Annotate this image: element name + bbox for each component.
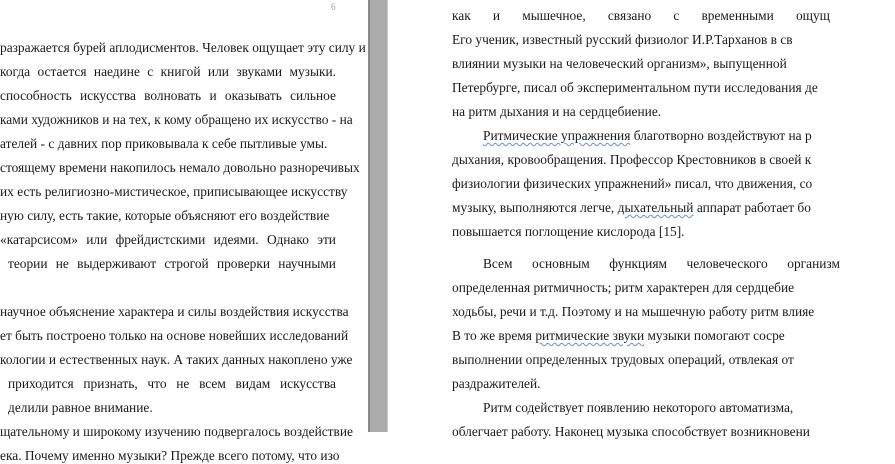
word: научными	[278, 256, 336, 271]
text-line: ет быть построено только на основе новейших исследований	[0, 328, 349, 343]
text-line: ками художников и на тех, к кому обращено их искусство - на	[0, 112, 353, 127]
word: выдерживают	[77, 256, 157, 271]
text-line: облегчает работу. Наконец музыка способствует возникновени	[452, 424, 810, 439]
word: книгой	[160, 64, 201, 79]
word: с	[147, 64, 154, 79]
text-line	[452, 8, 830, 24]
word: что	[147, 376, 167, 391]
text-line: ека. Почему именно музыки? Прежде всего потому, что изо	[0, 448, 340, 463]
word: видам	[235, 376, 271, 391]
text-line: их есть религиозно-мистическое, приписывающее искусству	[0, 184, 348, 199]
document-page-left	[0, 0, 368, 463]
text-line: делили равное внимание.	[8, 400, 153, 415]
word: способность	[0, 88, 72, 103]
word: основным	[531, 256, 590, 271]
text-line: ходьбы, речи и т.д. Поэтому и на мышечную работу ритм влияе	[452, 304, 815, 319]
text-line: на ритм дыхания и на сердцебиение.	[452, 104, 662, 119]
page-number: 6	[331, 2, 336, 12]
word: проверки	[216, 256, 271, 271]
text-line: разражается бурей аплодисментов. Человек ощущает эту силу и	[0, 40, 366, 55]
word: наедине	[93, 64, 140, 79]
word: связано	[607, 8, 652, 23]
text-line: выполнении определенных трудовых операций, отвлекая от	[452, 352, 794, 367]
word: или	[86, 232, 108, 247]
text-line	[0, 232, 336, 248]
word: признать,	[83, 376, 138, 391]
text-line	[0, 64, 336, 80]
text-line: дыхания, кровообращения. Профессор Крестовников в своей к	[452, 152, 812, 167]
word: строгой	[164, 256, 209, 271]
text-line: В то же время ритмические звуки музыки помогают сосре	[452, 328, 785, 343]
text-line: Его ученик, известный русский физиолог И.Р.Тарханов в св	[452, 32, 793, 47]
text-line	[0, 88, 336, 104]
word: Однако	[266, 232, 309, 247]
word: сильное	[290, 88, 336, 103]
word: фрейдистскими	[115, 232, 206, 247]
word: эти	[317, 232, 336, 247]
word: идеями.	[213, 232, 259, 247]
word: не	[55, 256, 69, 271]
word: музыки.	[289, 64, 336, 79]
word: как	[452, 8, 471, 23]
text-line	[483, 256, 840, 272]
text-line: кологии и естественных наук. А таких данных накоплено уже	[0, 352, 353, 367]
spellcheck-mark: дыхательный	[617, 200, 694, 215]
word: ощущ	[795, 8, 830, 23]
document-page-right	[388, 0, 840, 439]
text-line: стоящему времени накопилось немало довольно разноречивых	[0, 160, 360, 175]
word: волновать	[144, 88, 202, 103]
text-line	[8, 256, 336, 272]
word: звуками	[236, 64, 283, 79]
text-line: влиянии музыки на человеческий организм», выпущенной	[452, 56, 787, 71]
spellcheck-mark: ритмические звуки	[535, 328, 645, 343]
word: искусства	[279, 376, 336, 391]
text-line: раздражителей.	[452, 376, 541, 391]
word: мышечное,	[522, 8, 586, 23]
text-line: Петербурге, писал об экспериментальном пути исследования де	[452, 80, 818, 95]
gap-shadow	[368, 0, 370, 432]
spellcheck-mark: Ритмические упражнения	[483, 128, 631, 143]
word: теории	[8, 256, 48, 271]
word: функциям	[609, 256, 667, 271]
word: не	[176, 376, 190, 391]
word: оказывать	[224, 88, 282, 103]
word: организм	[787, 256, 840, 271]
text-line: Ритмические упражнения благотворно воздействуют на р	[483, 128, 812, 143]
word: и	[209, 88, 217, 103]
text-line: Ритм содействует появлению некоторого автоматизма,	[483, 400, 794, 415]
word: приходится	[8, 376, 74, 391]
word: когда	[0, 64, 31, 79]
word: всем	[199, 376, 226, 391]
text-line: научное объяснение характера и силы воздействия искусства	[0, 304, 349, 319]
word: «катарсисом»	[0, 232, 78, 247]
word: Всем	[483, 256, 513, 271]
text-line: повышается поглощение кислорода [15].	[452, 224, 685, 239]
page-gap	[368, 0, 388, 432]
text-line: музыку, выполняются легче, дыхательный аппарат работает бо	[452, 200, 811, 215]
word: человеческого	[686, 256, 768, 271]
text-line: щательному и широкому изучению подвергалось воздействие	[0, 424, 353, 439]
text-line: определенная ритмичность; ритм характерен для сердцебие	[452, 280, 795, 295]
word: остается	[37, 64, 87, 79]
word: и	[492, 8, 501, 23]
word: искусства	[79, 88, 136, 103]
text-line: физиологии физических упражнений» писал, что движения, со	[452, 176, 813, 191]
word: временными	[701, 8, 774, 23]
word: с	[673, 8, 680, 23]
word: или	[207, 64, 229, 79]
text-line: ную силу, есть такие, которые объясняют его воздействие	[0, 208, 330, 223]
text-line: ателей - с давних пор приковывала к себе пытливые умы.	[0, 136, 328, 151]
text-line	[8, 376, 336, 392]
